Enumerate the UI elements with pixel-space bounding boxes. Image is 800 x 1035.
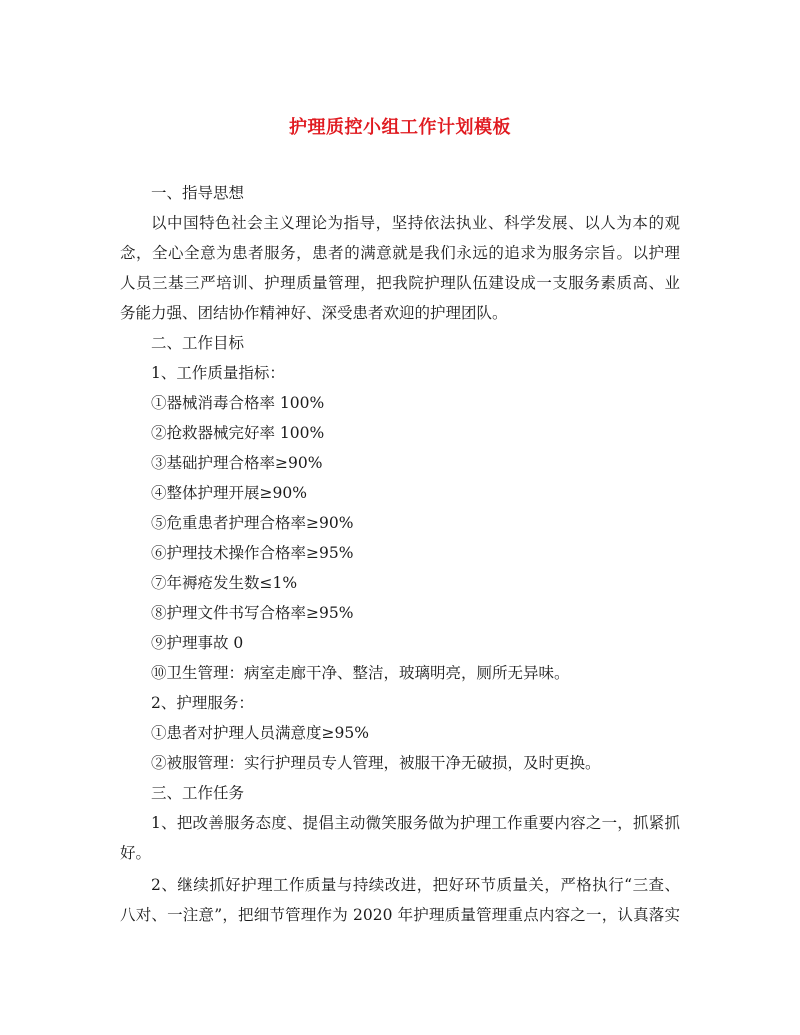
indicator-item: ⑩卫生管理：病室走廊干净、整洁，玻璃明亮，厕所无异味。 <box>151 664 570 682</box>
task-paragraph-line: 1、把改善服务态度、提倡主动微笑服务做为护理工作重要内容之一，抓紧抓 <box>151 814 680 832</box>
section-heading-work-goals: 二、工作目标 <box>151 334 245 352</box>
indicator-item: ⑤危重患者护理合格率≥90% <box>151 514 354 532</box>
task-paragraph-line: 2、继续抓好护理工作质量与持续改进，把好环节质量关，严格执行“三查、 <box>151 876 680 894</box>
indicator-item: ③基础护理合格率≥90% <box>151 454 323 472</box>
indicator-item: ①器械消毒合格率 100% <box>151 394 325 412</box>
indicator-item: ④整体护理开展≥90% <box>151 484 307 502</box>
service-item: ②被服管理：实行护理员专人管理，被服干净无破损，及时更换。 <box>151 754 601 772</box>
paragraph-line: 念，全心全意为患者服务，患者的满意就是我们永远的追求为服务宗旨。以护理 <box>120 244 680 262</box>
paragraph-line: 以中国特色社会主义理论为指导，坚持依法执业、科学发展、以人为本的观 <box>151 214 680 232</box>
indicator-item: ⑨护理事故 0 <box>151 634 244 652</box>
document-body <box>120 178 680 930</box>
paragraph-line: 人员三基三严培训、护理质量管理，把我院护理队伍建设成一支服务素质高、业 <box>120 274 680 292</box>
service-item: ①患者对护理人员满意度≥95% <box>151 724 369 742</box>
indicator-item: ②抢救器械完好率 100% <box>151 424 325 442</box>
task-paragraph-line: 好。 <box>120 844 152 862</box>
indicator-item: ⑦年褥疮发生数≤1% <box>151 574 298 592</box>
indicator-item: ⑧护理文件书写合格率≥95% <box>151 604 354 622</box>
document-title: 护理质控小组工作计划模板 <box>289 117 511 138</box>
indicator-item: ⑥护理技术操作合格率≥95% <box>151 544 354 562</box>
subsection-heading-quality-indicators: 1、工作质量指标： <box>151 364 285 382</box>
task-paragraph-line: 八对、一注意”，把细节管理作为 2020 年护理质量管理重点内容之一，认真落实 <box>120 906 680 924</box>
subsection-heading-nursing-service: 2、护理服务： <box>151 694 254 712</box>
section-heading-work-tasks: 三、工作任务 <box>151 784 245 802</box>
section-heading-guiding-thought: 一、指导思想 <box>151 184 245 202</box>
paragraph-line: 务能力强、团结协作精神好、深受患者欢迎的护理团队。 <box>120 304 508 322</box>
